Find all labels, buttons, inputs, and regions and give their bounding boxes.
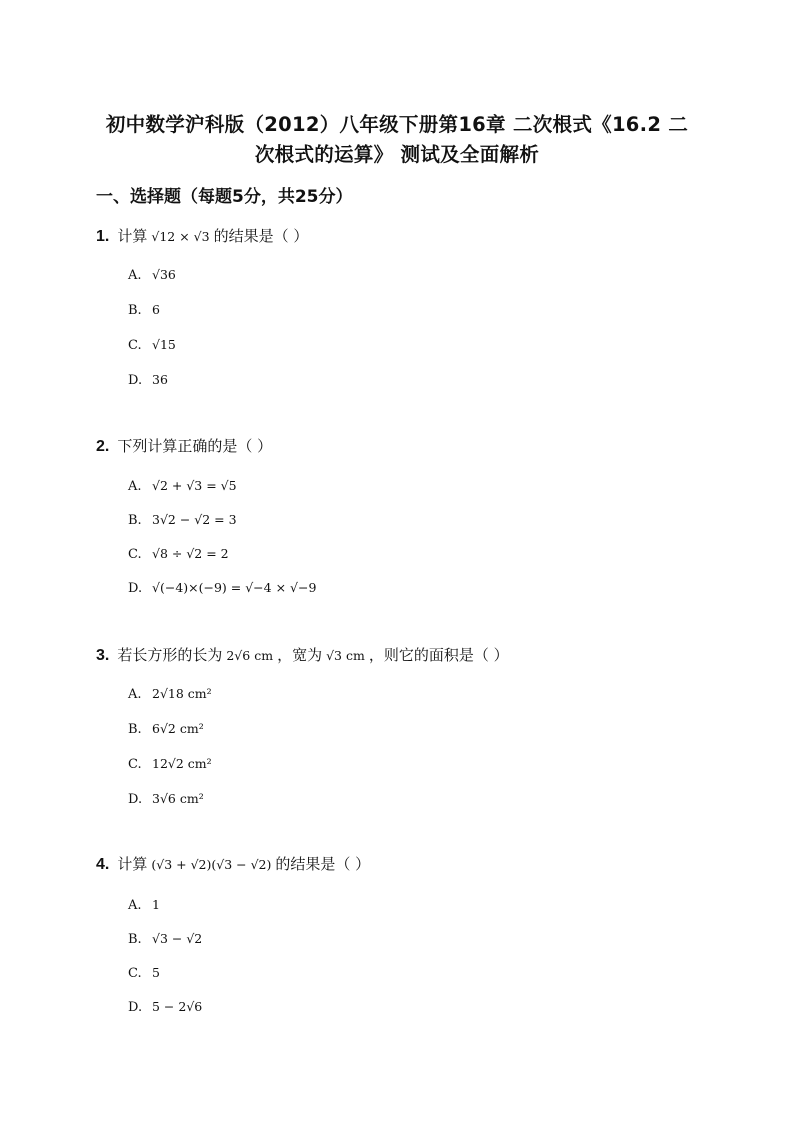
question-prefix: 计算	[117, 855, 148, 873]
option-letter: D.	[128, 792, 143, 807]
question-number: 2.	[96, 438, 110, 455]
option-4d	[128, 997, 202, 1018]
option-text: √15	[152, 337, 176, 352]
option-text: 1	[152, 897, 160, 912]
option-letter: A.	[128, 898, 142, 913]
option-2c	[128, 544, 229, 565]
option-text: 6	[152, 302, 160, 317]
question-prefix: 计算	[117, 227, 148, 245]
option-letter: B.	[128, 932, 142, 947]
option-letter: B.	[128, 303, 142, 318]
option-letter: A.	[128, 687, 142, 702]
option-text: √2 + √3 = √5	[152, 478, 237, 493]
option-letter: A.	[128, 479, 142, 494]
title-line-2: 次根式的运算》 测试及全面解析	[254, 143, 540, 166]
question-suffix: ，则它的面积是（ ）	[368, 646, 509, 664]
option-4c	[128, 963, 160, 984]
option-text: √(−4)×(−9) = √−4 × √−9	[152, 580, 317, 595]
option-text: √36	[152, 267, 176, 282]
option-text: 5	[152, 965, 160, 980]
option-letter: C.	[128, 757, 142, 772]
option-letter: B.	[128, 513, 142, 528]
option-text: 6√2 cm²	[152, 721, 204, 736]
question-1	[96, 225, 308, 248]
option-2a	[128, 476, 237, 497]
option-letter: D.	[128, 581, 143, 596]
option-letter: C.	[128, 338, 142, 353]
option-text: 5 − 2√6	[152, 999, 203, 1014]
option-3b	[128, 719, 204, 740]
option-text: 3√6 cm²	[152, 791, 204, 806]
option-4b	[128, 929, 202, 950]
option-4a	[128, 895, 160, 916]
question-prefix: 下列计算正确的是（ ）	[117, 437, 273, 455]
question-suffix: 的结果是（ ）	[213, 227, 309, 245]
option-2b	[128, 510, 237, 531]
option-letter: C.	[128, 966, 142, 981]
title-line-1: 初中数学沪科版（2012）八年级下册第16章 二次根式《16.2 二	[105, 113, 689, 136]
question-expression: √12 × √3	[151, 229, 210, 244]
option-text: 2√18 cm²	[152, 686, 212, 701]
question-4	[96, 853, 370, 876]
question-3	[96, 644, 509, 667]
question-expression: (√3 + √2)(√3 − √2)	[151, 857, 272, 872]
option-letter: B.	[128, 722, 142, 737]
question-prefix: 若长方形的长为	[117, 646, 223, 664]
question-2	[96, 435, 272, 458]
option-3d	[128, 789, 204, 810]
question-mid: ，宽为	[277, 646, 323, 664]
option-letter: D.	[128, 373, 143, 388]
option-letter: C.	[128, 547, 142, 562]
option-text: 3√2 − √2 = 3	[152, 512, 237, 527]
option-1d	[128, 370, 168, 391]
option-letter: D.	[128, 1000, 143, 1015]
question-expression-2: √3 cm	[326, 648, 365, 663]
option-1a	[128, 265, 176, 286]
option-3a	[128, 684, 212, 705]
option-letter: A.	[128, 268, 142, 283]
option-text: 12√2 cm²	[152, 756, 212, 771]
option-text: √8 ÷ √2 = 2	[152, 546, 229, 561]
question-number: 3.	[96, 647, 110, 664]
option-text: 36	[152, 372, 168, 387]
question-suffix: 的结果是（ ）	[275, 855, 371, 873]
option-2d	[128, 578, 316, 599]
section-heading: 一、选择题（每题5分，共25分）	[96, 187, 353, 207]
question-number: 1.	[96, 228, 110, 245]
question-number: 4.	[96, 856, 110, 873]
question-expression: 2√6 cm	[226, 648, 274, 663]
option-1b	[128, 300, 160, 321]
option-1c	[128, 335, 176, 356]
option-3c	[128, 754, 212, 775]
option-text: √3 − √2	[152, 931, 203, 946]
